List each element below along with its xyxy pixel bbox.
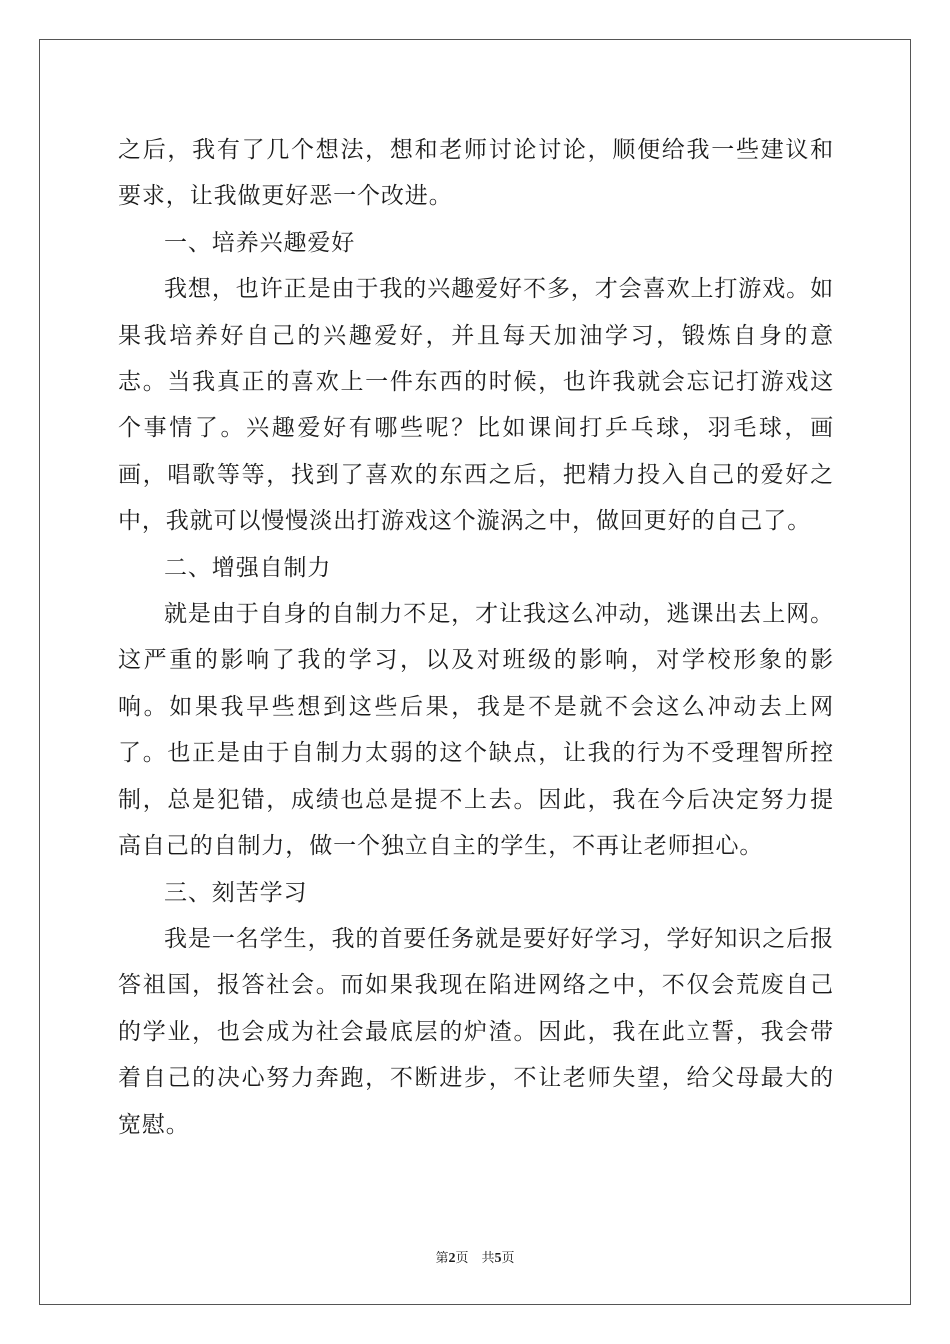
- document-body: [118, 127, 834, 1148]
- page-number-footer: [0, 1247, 950, 1267]
- footer-middle: 页 共: [455, 1251, 495, 1266]
- section-heading-3: 三、刻苦学习: [164, 879, 308, 906]
- footer-prefix: 第: [435, 1251, 449, 1266]
- paragraph-study: 我是一名学生，我的首要任务就是要好好学习，学好知识之后报答祖国，报答社会。而如果我现在陷进网络之中，不仅会荒废自己的学业，也会成为社会最底层的炉渣。因此，我在此立誓，我会带着自己的决心努力奔跑，不断进步，不让老师失望，给父母最大的宽慰。: [118, 925, 834, 1138]
- footer-current-page: 2: [448, 1251, 456, 1266]
- paragraph-self-control: 就是由于自身的自制力不足，才让我这么冲动，逃课出去上网。这严重的影响了我的学习，以及对班级的影响，对学校形象的影响。如果我早些想到这些后果，我是不是就不会这么冲动去上网了。也正是由于自制力太弱的这个缺点，让我的行为不受理智所控制，总是犯错，成绩也总是提不上去。因此，我在今后决定努力提高自己的自制力，做一个独立自主的学生，不再让老师担心。: [118, 601, 834, 860]
- section-heading-2: 二、增强自制力: [164, 554, 332, 581]
- section-heading-1: 一、培养兴趣爱好: [164, 229, 356, 256]
- footer-total-pages: 5: [494, 1251, 502, 1266]
- footer-suffix: 页: [501, 1251, 515, 1266]
- paragraph-interests: 我想，也许正是由于我的兴趣爱好不多，才会喜欢上打游戏。如果我培养好自己的兴趣爱好，并且每天加油学习，锻炼自身的意志。当我真正的喜欢上一件东西的时候，也许我就会忘记打游戏这个事情了。兴趣爱好有哪些呢？比如课间打乒乓球，羽毛球，画画，唱歌等等，找到了喜欢的东西之后，把精力投入自己的爱好之中，我就可以慢慢淡出打游戏这个漩涡之中，做回更好的自己了。: [118, 276, 834, 535]
- paragraph-continuation: 之后，我有了几个想法，想和老师讨论讨论，顺便给我一些建议和要求，让我做更好恶一个改进。: [118, 137, 834, 210]
